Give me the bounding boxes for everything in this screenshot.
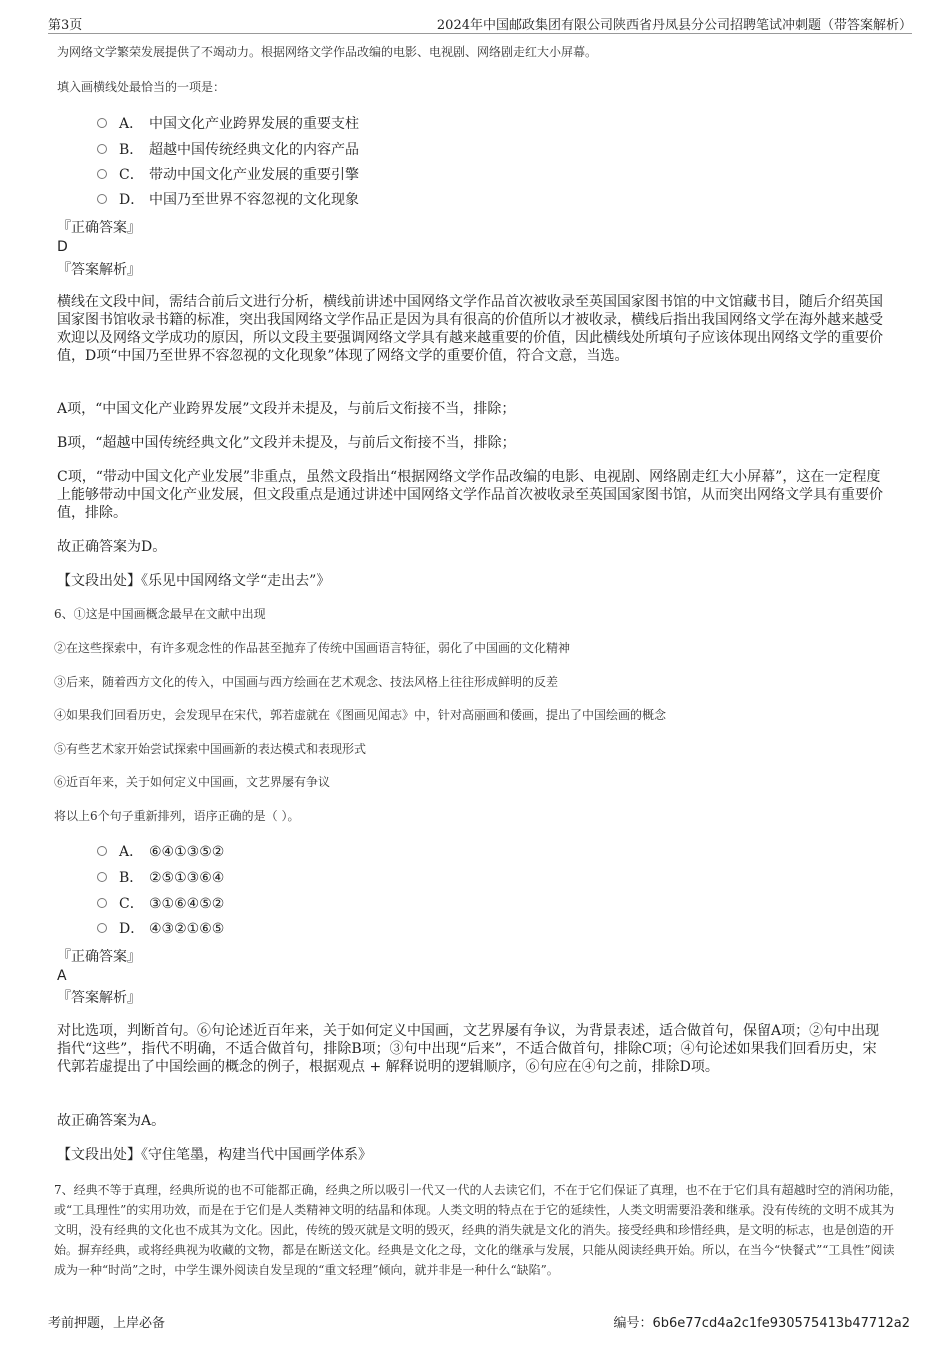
q7-text: 7、经典不等于真理，经典所说的也不可能都正确，经典之所以吸引一代又一代的人去读它们，不在于它们保证了真理，也不在于它们具有超越时空的消闲功能，或“工具理性”的实用功效，而是在于它们是人类精神文明的结晶和体现。人类文明的特点在于它的延续性，人类文明需要沿袭和继承。没有传统的文明不成其为文明，没有经典的文化也不成其为文化。因此，传统的毁灭就是文明的毁灭，经典的消失就是文化的消失。接受经典和珍惜经典，是文明的标志，也是创造的开始。摒弃经典，或将经典视为收藏的文物，都是在断送文化。经典是文化之母，文化的继承与发展，只能从阅读经典开始。所以，在当今“快餐式”“工具性”阅读成为一种“时尚”之时，中学生课外阅读自发呈现的“重文轻理”倾向，就并非是一种什么“缺陷”。 xyxy=(54,1183,902,1277)
radio-icon[interactable] xyxy=(97,923,107,933)
q6-option-a[interactable] xyxy=(97,842,224,862)
q5-context: 为网络文学繁荣发展提供了不竭动力。根据网络文学作品改编的电影、电视剧、网络剧走红大小屏幕。 xyxy=(57,45,598,59)
option-letter: D． xyxy=(119,921,145,937)
q5-analysis-label: 『答案解析』 xyxy=(57,262,141,278)
q5-answer: D xyxy=(57,239,68,255)
q6-analysis-label: 『答案解析』 xyxy=(57,990,141,1006)
document-title: 2024年中国邮政集团有限公司陕西省丹凤县分公司招聘笔试冲刺题（带答案解析） xyxy=(436,18,912,33)
code-value: 6b6e77cd4a2c1fe930575413b47712a2 xyxy=(652,1316,910,1331)
q5-analysis-main: 横线在文段中间，需结合前后文进行分析，横线前讲述中国网络文学作品首次被收录至英国国家图书馆的中文馆藏书目，随后介绍英国国家图书馆收录书籍的标准，突出我国网络文学作品正是因为具有很高的价值所以才被收录，横线后指出我国网络文学在海外越来越受欢迎以及网络文学成功的原因，所以文段主要强调网络文学具有越来越重要的价值，因此横线处所填句子应该体现出网络文学的重要价值，D项“中国乃至世界不容忽视的文化现象”体现了网络文学的重要价值，符合文意，当选。 xyxy=(57,294,883,364)
option-letter: D． xyxy=(119,192,145,208)
footer-slogan: 考前押题，上岸必备 xyxy=(48,1316,166,1331)
option-text: ④③②①⑥⑤ xyxy=(149,921,225,937)
option-letter: A． xyxy=(119,116,144,132)
footer-code xyxy=(613,1312,910,1331)
q5-prompt: 填入画横线处最恰当的一项是： xyxy=(57,80,226,94)
q6-conclusion: 故正确答案为A。 xyxy=(57,1113,166,1129)
q5-option-c[interactable] xyxy=(97,165,359,185)
option-letter: B． xyxy=(119,870,144,886)
q6-answer-label: 『正确答案』 xyxy=(57,949,141,965)
q5-analysis-b: B项，“超越中国传统经典文化”文段并未提及，与前后文衔接不当，排除； xyxy=(57,435,516,451)
radio-icon[interactable] xyxy=(97,169,107,179)
q6-sentence-3: ③后来，随着西方文化的传入，中国画与西方绘画在艺术观念、技法风格上往往形成鲜明的反差 xyxy=(54,675,559,689)
q6-sentence-2: ②在这些探索中，有许多观念性的作品甚至抛弃了传统中国画语言特征，弱化了中国画的文化精神 xyxy=(54,641,571,655)
q6-source: 【文段出处】《守住笔墨，构建当代中国画学体系》 xyxy=(57,1147,372,1163)
option-text: ⑥④①③⑤② xyxy=(149,844,225,860)
option-text: 超越中国传统经典文化的内容产品 xyxy=(149,142,359,158)
q6-sentence-1: 6、①这是中国画概念最早在文献中出现 xyxy=(54,607,266,621)
q5-analysis-c: C项，“带动中国文化产业发展”非重点，虽然文段指出“根据网络文学作品改编的电影、电视剧、网络剧走红大小屏幕”，这在一定程度上能够带动中国文化产业发展，但文段重点是通过讲述中国网络文学作品首次被收录至英国国家图书馆，从而突出网络文学具有重要价值，排除。 xyxy=(57,469,883,521)
q5-option-a[interactable] xyxy=(97,114,359,134)
q5-option-d[interactable] xyxy=(97,190,359,210)
q6-option-d[interactable] xyxy=(97,919,224,939)
q6-sentence-6: ⑥近百年来，关于如何定义中国画，文艺界屡有争议 xyxy=(54,775,331,789)
option-letter: B． xyxy=(119,142,144,158)
radio-icon[interactable] xyxy=(97,194,107,204)
radio-icon[interactable] xyxy=(97,118,107,128)
option-letter: C． xyxy=(119,167,144,183)
option-letter: A． xyxy=(119,844,144,860)
option-text: ③①⑥④⑤② xyxy=(149,896,225,912)
q6-sentence-4: ④如果我们回看历史，会发现早在宋代，郭若虚就在《图画见闻志》中，针对高丽画和倭画，提出了中国绘画的概念 xyxy=(54,708,667,722)
q6-sentence-5: ⑤有些艺术家开始尝试探索中国画新的表达模式和表现形式 xyxy=(54,742,367,756)
q5-answer-label: 『正确答案』 xyxy=(57,220,141,236)
radio-icon[interactable] xyxy=(97,898,107,908)
radio-icon[interactable] xyxy=(97,846,107,856)
radio-icon[interactable] xyxy=(97,872,107,882)
page-number: 第3页 xyxy=(48,18,83,33)
option-text: 中国乃至世界不容忽视的文化现象 xyxy=(149,192,359,208)
option-text: ②⑤①③⑥④ xyxy=(149,870,225,886)
q5-analysis-a: A项，“中国文化产业跨界发展”文段并未提及，与前后文衔接不当，排除； xyxy=(57,401,516,417)
q6-analysis-main: 对比选项，判断首句。⑥句论述近百年来，关于如何定义中国画，文艺界屡有争议，为背景表述，适合做首句，保留A项；②句中出现指代“这些”，指代不明确，不适合做首句，排除B项；③句中出现“后来”，不适合做首句，排除C项；④句论述如果我们回看历史，宋代郭若虚提出了中国绘画的概念的例子，根据观点 + 解释说明的逻辑顺序，⑥句应在④句之前，排除D项。 xyxy=(57,1023,880,1075)
q6-answer: A xyxy=(57,968,67,984)
radio-icon[interactable] xyxy=(97,144,107,154)
q5-source: 【文段出处】《乐见中国网络文学“走出去”》 xyxy=(57,573,331,589)
option-letter: C． xyxy=(119,896,144,912)
q6-prompt: 将以上6个句子重新排列，语序正确的是（ ）。 xyxy=(54,809,300,823)
option-text: 带动中国文化产业发展的重要引擎 xyxy=(149,167,359,183)
q5-option-b[interactable] xyxy=(97,140,359,160)
q6-option-c[interactable] xyxy=(97,894,224,914)
q5-conclusion: 故正确答案为D。 xyxy=(57,539,167,555)
code-label: 编号： xyxy=(613,1316,653,1331)
header-divider xyxy=(48,33,912,34)
option-text: 中国文化产业跨界发展的重要支柱 xyxy=(149,116,359,132)
q6-option-b[interactable] xyxy=(97,868,224,888)
